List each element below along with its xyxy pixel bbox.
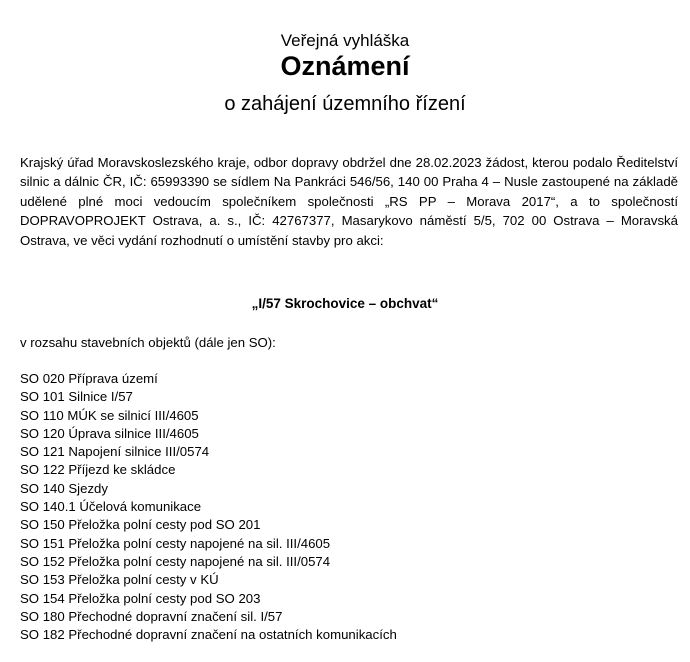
so-item: SO 153 Přeložka polní cesty v KÚ — [20, 572, 219, 588]
page-subtitle: o zahájení územního řízení — [224, 93, 466, 115]
so-item: SO 151 Přeložka polní cesty napojené na sil. III/4605 — [20, 535, 331, 551]
so-item: SO 180 Přechodné dopravní značení sil. I/57 — [20, 608, 283, 624]
so-item: SO 121 Napojení silnice III/0574 — [20, 444, 210, 460]
so-list — [20, 370, 397, 644]
public-notice-label: Veřejná vyhláška — [280, 31, 410, 50]
so-item: SO 154 Přeložka polní cesty pod SO 203 — [20, 590, 261, 606]
so-item: SO 140.1 Účelová komunikace — [20, 499, 202, 515]
page-title: Oznámení — [280, 51, 410, 81]
so-item: SO 182 Přechodné dopravní značení na ostatních komunikacích — [20, 627, 397, 643]
so-item: SO 120 Úprava silnice III/4605 — [20, 425, 199, 441]
scope-text: v rozsahu stavebních objektů (dále jen SO): — [20, 335, 276, 350]
so-item: SO 020 Příprava území — [20, 371, 158, 386]
so-item: SO 110 MÚK se silnicí III/4605 — [20, 407, 199, 423]
project-name: „I/57 Skrochovice – obchvat“ — [251, 296, 439, 311]
intro-paragraph: Krajský úřad Moravskoslezského kraje, odbor dopravy obdržel dne 28.02.2023 žádost, kterou podalo Ředitelství silnic a dálnic ČR, IČ: 65993390 se sídlem Na Pankráci 546/56, 140 00 Praha 4 – Nusle zastoupené na základě udělené plné moci vedoucím společníkem společnosti „RS PP – Morava 2017“, a to společností DOPRAVOPROJEKT Ostrava, a. s., IČ: 42767377, Masarykovo náměstí 5/5, 702 00 Ostrava – Moravská Ostrava, ve věci vydání rozhodnutí o umístění stavby pro akci: — [20, 155, 678, 248]
so-item: SO 152 Přeložka polní cesty napojené na sil. III/0574 — [20, 553, 331, 569]
so-item: SO 150 Přeložka polní cesty pod SO 201 — [20, 517, 261, 533]
so-item: SO 122 Příjezd ke skládce — [20, 462, 176, 478]
so-item: SO 140 Sjezdy — [20, 480, 108, 496]
so-item: SO 101 Silnice I/57 — [20, 389, 133, 405]
